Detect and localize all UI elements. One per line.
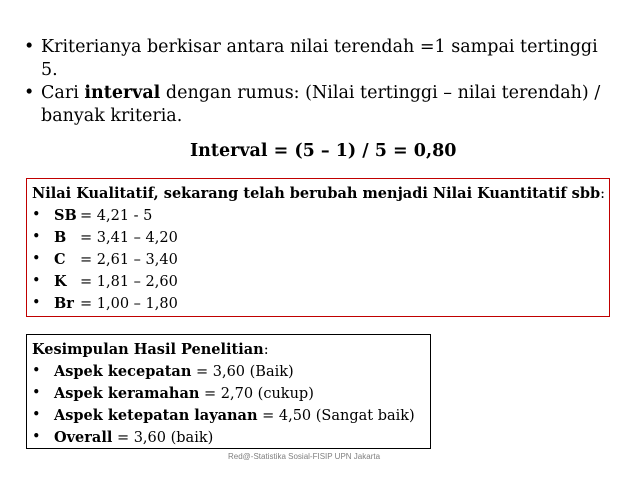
bullet-keyword-interval: interval: [84, 83, 161, 103]
interval-formula: Interval = (5 – 1) / 5 = 0,80: [190, 141, 457, 161]
conclusion-value: = 3,60 (Baik): [191, 364, 294, 380]
conclusion-label: Aspek keramahan: [54, 385, 200, 402]
conclusion-label: Aspek ketepatan layanan: [54, 407, 258, 424]
conclusion-value: = 3,60 (baik): [112, 430, 214, 446]
conversion-range: = 1,00 – 1,80: [80, 296, 178, 312]
conclusion-value: = 2,70 (cukup): [199, 386, 314, 402]
conclusion-row-accuracy: [32, 405, 425, 427]
conversion-title: [32, 183, 604, 205]
conversion-title-colon: :: [600, 186, 606, 202]
conclusion-value: = 4,50 (Sangat baik): [257, 408, 415, 424]
conclusion-box: [26, 334, 431, 449]
conversion-row-c: [32, 249, 604, 271]
conversion-row-sb: [32, 205, 604, 227]
conversion-row-br: [32, 293, 604, 315]
bullet-icon: •: [32, 385, 41, 401]
conversion-row-k: [32, 271, 604, 293]
bullet-icon: •: [32, 363, 41, 379]
conclusion-title-colon: :: [263, 342, 269, 358]
conversion-range: = 1,81 – 2,60: [80, 274, 178, 290]
bullet-interval-formula: [24, 82, 614, 128]
bullet-icon: •: [32, 251, 41, 267]
conversion-code: Br: [54, 295, 74, 312]
conclusion-label: Overall: [54, 429, 113, 446]
conversion-range: = 3,41 – 4,20: [80, 230, 178, 246]
bullet-icon: •: [32, 295, 41, 311]
bullet-icon: •: [32, 229, 41, 245]
conversion-box: [26, 178, 610, 317]
conversion-range: = 4,21 - 5: [80, 208, 153, 224]
bullet-icon: •: [32, 273, 41, 289]
conclusion-row-friendliness: [32, 383, 425, 405]
bullet-text-before: Cari: [41, 83, 85, 103]
conclusion-title-text: Kesimpulan Hasil Penelitian: [32, 341, 264, 358]
conclusion-title: [32, 339, 425, 361]
conversion-code: C: [54, 251, 66, 268]
conclusion-label: Aspek kecepatan: [54, 363, 192, 380]
bullet-text-after: dengan rumus: (Nilai tertinggi – nilai terendah) / banyak kriteria.: [41, 83, 601, 126]
conclusion-row-speed: [32, 361, 425, 383]
bullet-criteria-range: [24, 36, 614, 82]
bullet-icon: •: [32, 207, 41, 223]
conversion-title-text: Nilai Kualitatif, sekarang telah berubah menjadi Nilai Kuantitatif sbb: [32, 185, 601, 202]
conversion-range: = 2,61 – 3,40: [80, 252, 178, 268]
conversion-code: SB: [54, 207, 77, 224]
slide-footer: Red@-Statistika Sosial-FISIP UPN Jakarta: [228, 452, 381, 461]
bullet-text: Kriterianya berkisar antara nilai terendah =1 sampai tertinggi 5.: [41, 37, 598, 80]
bullet-icon: •: [32, 407, 41, 423]
bullet-icon: •: [32, 429, 41, 445]
conversion-code: K: [54, 273, 67, 290]
conclusion-row-overall: [32, 427, 425, 449]
conversion-code: B: [54, 229, 67, 246]
intro-bullet-list: [24, 36, 614, 128]
conversion-row-b: [32, 227, 604, 249]
